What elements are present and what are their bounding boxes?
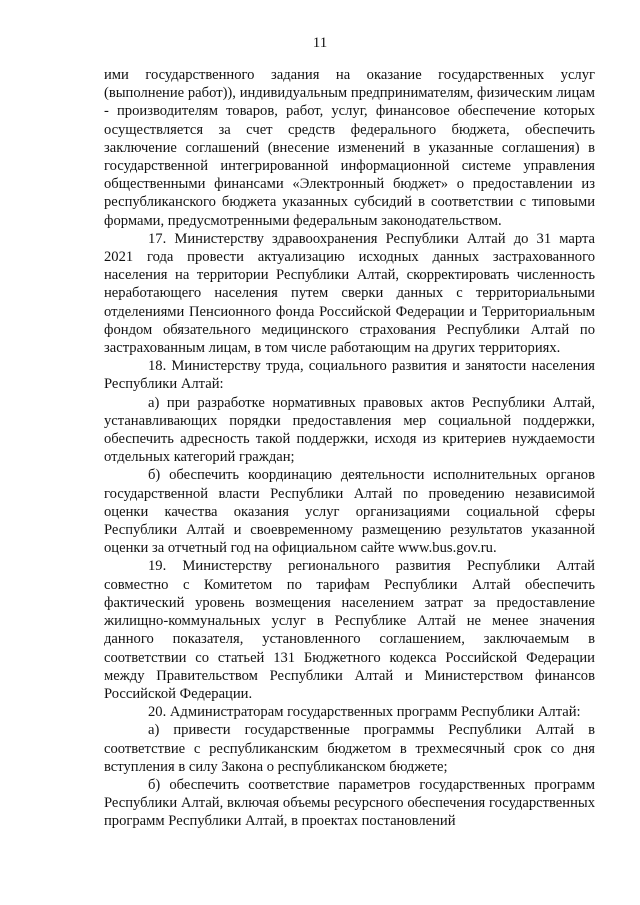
paragraph-item-18-a: а) при разработке нормативных правовых актов Республики Алтай, устанавливающих порядки предоставления мер социальной поддержки, обеспечить адресность такой поддержки, исходя из критериев нуждаемости отдельных категорий граждан; xyxy=(104,394,595,466)
paragraph-item-19: 19. Министерству регионального развития Республики Алтай совместно с Комитетом по тарифам Республики Алтай обеспечить фактический уровень возмещения населением затрат за предоставление жилищно-коммунальных услуг в Республике Алтай не менее значения данного показателя, установленного соглашением, заключаемым в соответствии со статьей 131 Бюджетного кодекса Российской Федерации между Правительством Республики Алтай и Министерством финансов Российской Федерации. xyxy=(104,558,595,702)
page-number: 11 xyxy=(312,35,328,51)
paragraph-item-20-b: б) обеспечить соответствие параметров государственных программ Республики Алтай, включая объемы ресурсного обеспечения государственных программ Республики Алтай, в проектах постановлений xyxy=(104,776,595,830)
paragraph-item-18: 18. Министерству труда, социального развития и занятости населения Республики Алтай: xyxy=(104,358,595,393)
paragraph-item-18-b: б) обеспечить координацию деятельности исполнительных органов государственной власти Республики Алтай по проведению независимой оценки качества оказания услуг организациями социальной сферы Республики Алтай и своевременному размещению результатов указанной оценки за отчетный год на официальном сайте www.bus.gov.ru. xyxy=(104,467,595,557)
paragraph-item-20: 20. Администраторам государственных программ Республики Алтай: xyxy=(148,704,581,721)
paragraph-continuation: ими государственного задания на оказание государственных услуг (выполнение работ)), индивидуальным предпринимателям, физическим лицам - производителям товаров, работ, услуг, финансовое обеспечение которых осуществляется за счет средств федерального бюджета, обеспечить заключение соглашений (внесение изменений в указанные соглашения) в государственной интегрированной информационной системе управления общественными финансами «Электронный бюджет» о предоставлении из республиканского бюджета указанных субсидий в соответствии с типовыми формами, предусмотренными федеральным законодательством. xyxy=(104,67,595,229)
paragraph-item-20-a: а) привести государственные программы Республики Алтай в соответствие с республиканским бюджетом в трехмесячный срок со дня вступления в силу Закона о республиканском бюджете; xyxy=(104,722,595,775)
paragraph-item-17: 17. Министерству здравоохранения Республики Алтай до 31 марта 2021 года провести актуализацию исходных данных застрахованного населения на территории Республики Алтай, скорректировать численность неработающего населения путем сверки данных с территориальными отделениями Пенсионного фонда Российской Федерации и Территориальным фондом обязательного медицинского страхования Республики Алтай по застрахованным лицам, в том числе работающим на других территориях. xyxy=(104,230,595,357)
document-body xyxy=(104,66,595,831)
